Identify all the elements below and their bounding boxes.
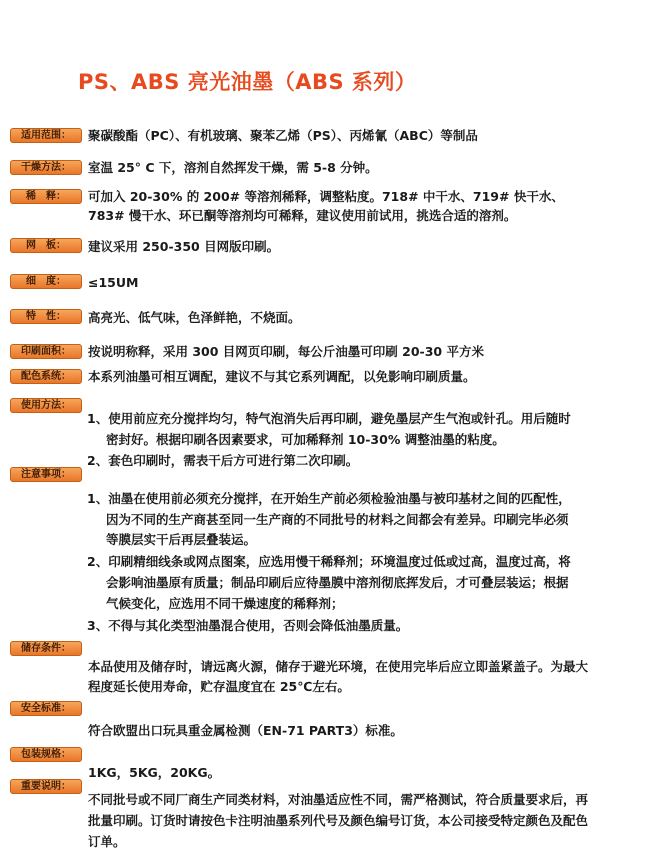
text-packing: 1KG，5KG，20KG。 (88, 765, 221, 780)
label-usage: 使用方法： (10, 398, 82, 413)
text-notes-1b: 因为不同的生产商甚至同一生产商的不同批号的材料之间都会有差异。印刷完毕必须 (106, 512, 569, 527)
text-area: 按说明称释，采用 300 目网页印刷，每公斤油墨可印刷 20-30 平方米 (88, 344, 484, 359)
text-mesh: 建议采用 250-350 目网版印刷。 (88, 239, 280, 254)
label-mesh: 网 板： (10, 238, 82, 253)
label-notes: 注意事项： (10, 467, 82, 482)
label-scope: 适用范围： (10, 128, 82, 143)
text-drying: 室温 25° C 下，溶剂自然挥发干燥，需 5-8 分钟。 (88, 160, 378, 175)
label-area: 印刷面积： (10, 344, 82, 359)
text-usage-1b: 密封好。根据印刷各因素要求，可加稀释剂 10-30% 调整油墨的粘度。 (106, 432, 505, 447)
label-drying: 干燥方法： (10, 160, 82, 175)
label-thinning: 稀 释： (10, 189, 82, 204)
text-notes-2b: 会影响油墨原有质量；制品印刷后应待墨膜中溶剂彻底挥发后，才可叠层装运；根据 (106, 575, 569, 590)
label-storage: 储存条件： (10, 641, 82, 656)
text-usage-1a: 1、使用前应充分搅拌均匀，特气泡消失后再印刷，避免墨层产生气泡或针孔。用后随时 (87, 411, 571, 426)
text-important-1: 不同批号或不同厂商生产同类材料，对油墨适应性不同，需严格测试，符合质量要求后，再 (88, 792, 589, 807)
text-features: 高亮光、低气味，色泽鲜艳，不烧面。 (88, 310, 301, 325)
text-notes-2c: 气候变化，应选用不同干燥速度的稀释剂； (106, 596, 344, 611)
text-notes-3: 3、不得与其化类型油墨混合使用，否则会降低油墨质量。 (87, 618, 409, 633)
text-important-2: 批量印刷。订货时请按色卡注明油墨系列代号及颜色编号订货，本公司接受特定颜色及配色 (88, 813, 589, 828)
label-safety: 安全标准： (10, 701, 82, 716)
text-storage-1: 本品使用及储存时，请远离火源，储存于避光环境，在使用完毕后应立即盖紧盖子。为最大 (88, 659, 589, 674)
page-title: PS、ABS 亮光油墨（ABS 系列） (78, 70, 417, 94)
text-thinning-line2: 783# 慢干水、环已酮等溶剂均可稀释，建议使用前试用，挑选合适的溶剂。 (88, 208, 517, 223)
text-scope: 聚碳酸酯（PC）、有机玻璃、聚苯乙烯（PS）、丙烯氰（ABC）等制品 (88, 128, 478, 143)
text-important-3: 订单。 (88, 834, 126, 849)
text-mixing: 本系列油墨可相互调配，建议不与其它系列调配，以免影响印刷质量。 (88, 369, 476, 384)
label-packing: 包装规格： (10, 747, 82, 762)
label-important: 重要说明： (10, 779, 82, 794)
text-thinning-line1: 可加入 20-30% 的 200# 等溶剂稀释，调整粘度。718# 中干水、719# 快干水、 (88, 189, 564, 204)
text-notes-1c: 等膜层实干后再层叠装运。 (106, 532, 257, 547)
text-safety: 符合欧盟出口玩具重金属检测（EN-71 PART3）标准。 (88, 723, 403, 738)
label-features: 特 性： (10, 309, 82, 324)
text-usage-2: 2、套色印刷时，需表干后方可进行第二次印刷。 (87, 453, 359, 468)
text-fineness: ≤15UM (88, 275, 139, 290)
label-mixing: 配色系统： (10, 369, 82, 384)
label-fineness: 细 度： (10, 274, 82, 289)
text-notes-1a: 1、油墨在使用前必须充分搅拌，在开始生产前必须检验油墨与被印基材之间的匹配性， (87, 491, 571, 506)
text-storage-2: 程度延长使用寿命，贮存温度宜在 25℃左右。 (88, 679, 350, 694)
text-notes-2a: 2、印刷精细线条或网点图案，应选用慢干稀释剂；环境温度过低或过高，温度过高，将 (87, 554, 571, 569)
